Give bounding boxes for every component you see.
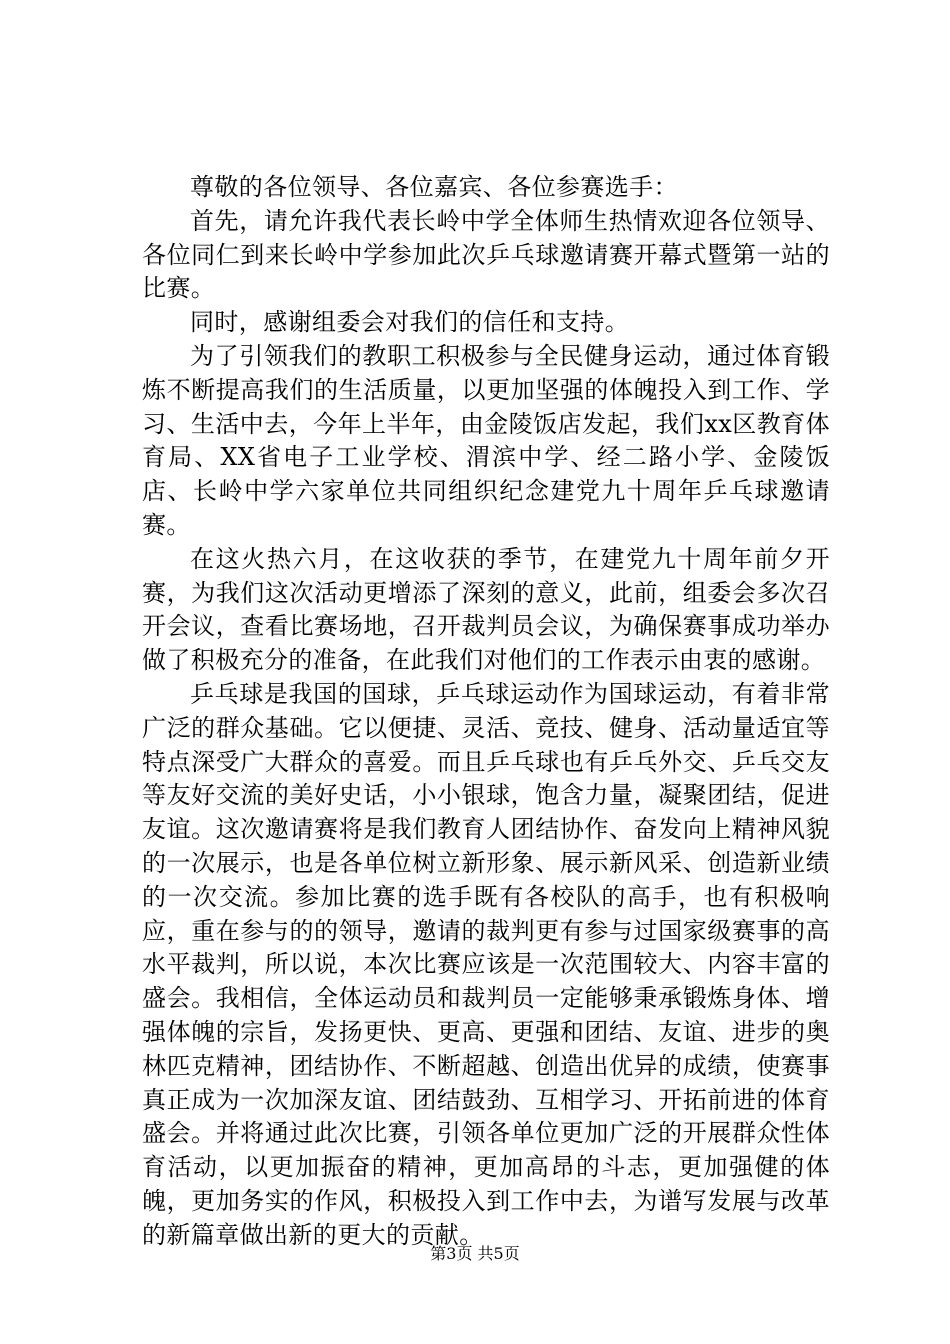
paragraph-background: 为了引领我们的教职工积极参与全民健身运动，通过体育锻炼不断提高我们的生活质量，以更加坚强的体魄投入到工作、学习、生活中去，今年上半年，由金陵饭店发起，我们xx区教育体育局、XX省电子工业学校、渭滨中学、经二路小学、金陵饭店、长岭中学六家单位共同组织纪念建党九十周年乒乓球邀请赛。	[142, 341, 830, 539]
paragraph-preparation: 在这火热六月，在这收获的季节，在建党九十周年前夕开赛，为我们这次活动更增添了深刻的意义，此前，组委会多次召开会议，查看比赛场地，召开裁判员会议，为确保赛事成功举办做了积极充分的准备，在此我们对他们的工作表示由衷的感谢。	[142, 544, 830, 675]
paragraph-welcome: 首先，请允许我代表长岭中学全体师生热情欢迎各位领导、各位同仁到来长岭中学参加此次乒乓球邀请赛开幕式暨第一站的比赛。	[142, 206, 830, 303]
document-body	[142, 171, 830, 1253]
page-number-footer: 第3页 共5页	[430, 1244, 520, 1263]
paragraph-thanks: 同时，感谢组委会对我们的信任和支持。	[190, 308, 630, 337]
paragraph-significance: 乒乓球是我国的国球，乒乓球运动作为国球运动，有着非常广泛的群众基础。它以便捷、灵活、竞技、健身、活动量适宜等特点深受广大群众的喜爱。而且乒乓球也有乒乓外交、乒乓交友等友好交流的美好史话，小小银球，饱含力量，凝聚团结，促进友谊。这次邀请赛将是我们教育人团结协作、奋发向上精神风貌的一次展示，也是各单位树立新形象、展示新风采、创造新业绩的一次交流。参加比赛的选手既有各校队的高手，也有积极响应，重在参与的的领导，邀请的裁判更有参与过国家级赛事的高水平裁判，所以说，本次比赛应该是一次范围较大、内容丰富的盛会。我相信，全体运动员和裁判员一定能够秉承锻炼身体、增强体魄的宗旨，发扬更快、更高、更强和团结、友谊、进步的奥林匹克精神，团结协作、不断超越、创造出优异的成绩，使赛事真正成为一次加深友谊、团结鼓劲、互相学习、开拓前进的体育盛会。并将通过此次比赛，引领各单位更加广泛的开展群众性体育活动，以更加振奋的精神，更加高昂的斗志，更加强健的体魄，更加务实的作风，积极投入到工作中去，为谱写发展与改革的新篇章做出新的更大的贡献。	[142, 679, 830, 1249]
salutation: 尊敬的各位领导、各位嘉宾、各位参赛选手：	[190, 173, 678, 201]
